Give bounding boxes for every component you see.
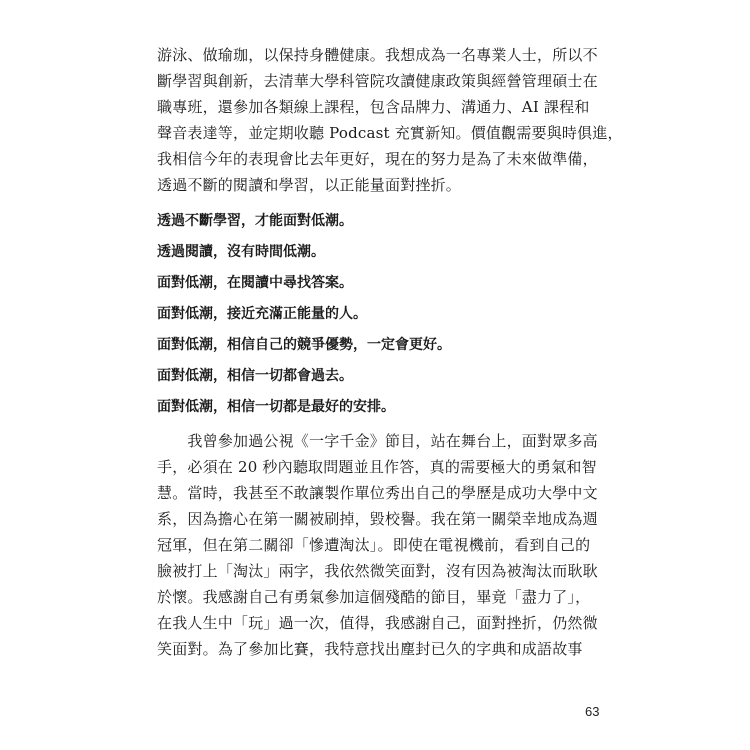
bold-statement: 面對低潮，相信一切都是最好的安排。 [157, 399, 395, 415]
paragraph-line: 於懷。我感謝自己有勇氣參加這個殘酷的節目，畢竟「盡力了」， [157, 588, 591, 606]
paragraph-line: 斷學習與創新，去清華大學科管院攻讀健康政策與經營管理碩士在 [157, 72, 598, 90]
opening-paragraph [157, 42, 623, 198]
page-number: 63 [585, 704, 600, 719]
story-paragraph [157, 428, 597, 662]
bold-statement: 面對低潮，接近充滿正能量的人。 [157, 306, 367, 322]
paragraph-line: 職專班，還參加各類線上課程，包含品牌力、溝通力、AI 課程和 [157, 98, 590, 116]
paragraph-line: 游泳、做瑜珈，以保持身體健康。我想成為一名專業人士，所以不 [157, 46, 598, 64]
paragraph-line: 系，因為擔心在第一關被刷掉，毀校譽。我在第一關榮幸地成為週 [157, 510, 598, 528]
paragraph-line: 笑面對。為了參加比賽，我特意找出塵封已久的字典和成語故事 [157, 640, 583, 658]
bold-statement: 面對低潮，相信自己的競爭優勢，一定會更好。 [157, 337, 451, 353]
paragraph-line: 慧。當時，我甚至不敢讓製作單位秀出自己的學歷是成功大學中文 [157, 484, 598, 502]
bold-statement: 透過不斷學習，才能面對低潮。 [157, 213, 353, 229]
paragraph-line: 我曾參加過公視《一字千金》節目，站在舞台上，面對眾多高 [157, 432, 598, 450]
bold-statement: 面對低潮，在閱讀中尋找答案。 [157, 275, 353, 291]
paragraph-line: 手，必須在 20 秒內聽取問題並且作答，真的需要極大的勇氣和智 [157, 458, 597, 476]
paragraph-line: 冠軍，但在第二關卻「慘遭淘汰」。即使在電視機前，看到自己的 [157, 536, 591, 554]
paragraph-line: 我相信今年的表現會比去年更好，現在的努力是為了未來做準備， [157, 150, 598, 168]
paragraph-line: 透過不斷的閱讀和學習，以正能量面對挫折。 [157, 176, 462, 194]
paragraph-line: 聲音表達等，並定期收聽 Podcast 充實新知。價值觀需要與時俱進， [157, 124, 623, 142]
paragraph-line: 在我人生中「玩」過一次，值得，我感謝自己，面對挫折，仍然微 [157, 614, 598, 632]
paragraph-line: 臉被打上「淘汰」兩字，我依然微笑面對，沒有因為被淘汰而耿耿 [157, 562, 598, 580]
bold-statement: 面對低潮，相信一切都會過去。 [157, 368, 353, 384]
bold-statement: 透過閱讀，沒有時間低潮。 [157, 244, 325, 260]
bold-statement-list [157, 206, 597, 423]
